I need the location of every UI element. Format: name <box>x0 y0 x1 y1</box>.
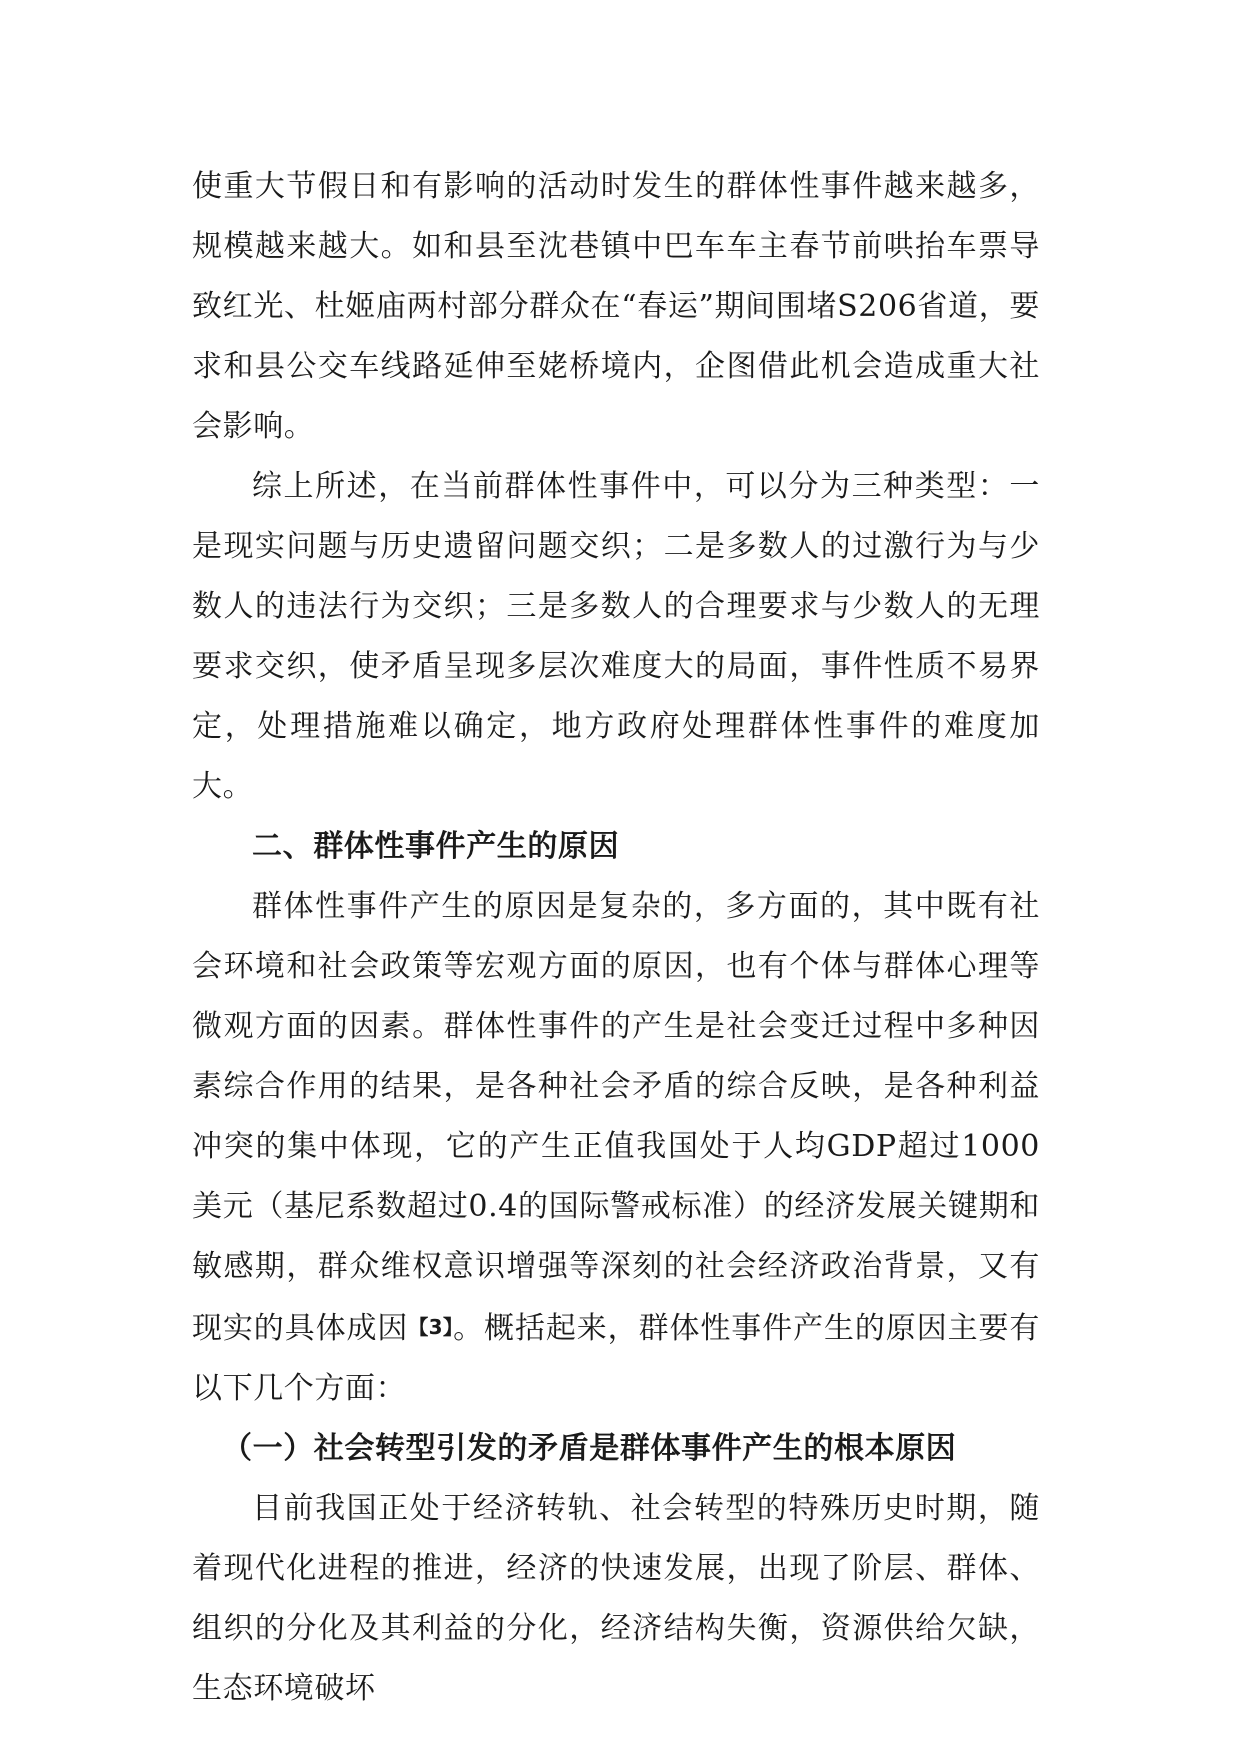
paragraph-causes-text: 群体性事件产生的原因是复杂的，多方面的，其中既有社会环境和社会政策等宏观方面的原因，也有个体与群体心理等微观方面的因素。群体性事件的产生是社会变迁过程中多种因素综合作用的结果，是各种社会矛盾的综合反映，是各种利益冲突的集中体现，它的产生正值我国处于人均GDP超过1000美元（基尼系数超过0.4的国际警戒标准）的经济发展关键期和敏感期，群众维权意识增强等深刻的社会经济政治背景，又有现实的具体成因 <box>192 889 1040 1346</box>
section-heading-causes: 二、群体性事件产生的原因 <box>252 829 620 864</box>
paragraph-events-increase: 使重大节假日和有影响的活动时发生的群体性事件越来越多，规模越来越大。如和县至沈巷镇中巴车车主春节前哄抬车票导致红光、杜姬庙两村部分群众在“春运”期间围堵S206省道，要求和县公交车线路延伸至姥桥境内，企图借此机会造成重大社会影响。 <box>192 169 1040 444</box>
subsection-heading-social-transition: （一）社会转型引发的矛盾是群体事件产生的根本原因 <box>222 1431 957 1466</box>
paragraph-social-transition: 目前我国正处于经济转轨、社会转型的特殊历史时期，随着现代化进程的推进，经济的快速发展，出现了阶层、群体、组织的分化及其利益的分化，经济结构失衡，资源供给欠缺，生态环境破坏 <box>192 1491 1040 1706</box>
document-body <box>192 157 1040 1719</box>
paragraph-summary-three-types: 综上所述，在当前群体性事件中，可以分为三种类型：一是现实问题与历史遗留问题交织；二是多数人的过激行为与少数人的违法行为交织；三是多数人的合理要求与少数人的无理要求交织，使矛盾呈现多层次难度大的局面，事件性质不易界定，处理措施难以确定，地方政府处理群体性事件的难度加大。 <box>192 469 1040 804</box>
citation-reference: 【3】 <box>408 1315 454 1339</box>
paragraph-causes-text-end: 。概括起来，群体性事件产生的原因主要有以下几个方面： <box>192 1311 1040 1406</box>
paragraph-causes-overview <box>192 877 1040 1419</box>
